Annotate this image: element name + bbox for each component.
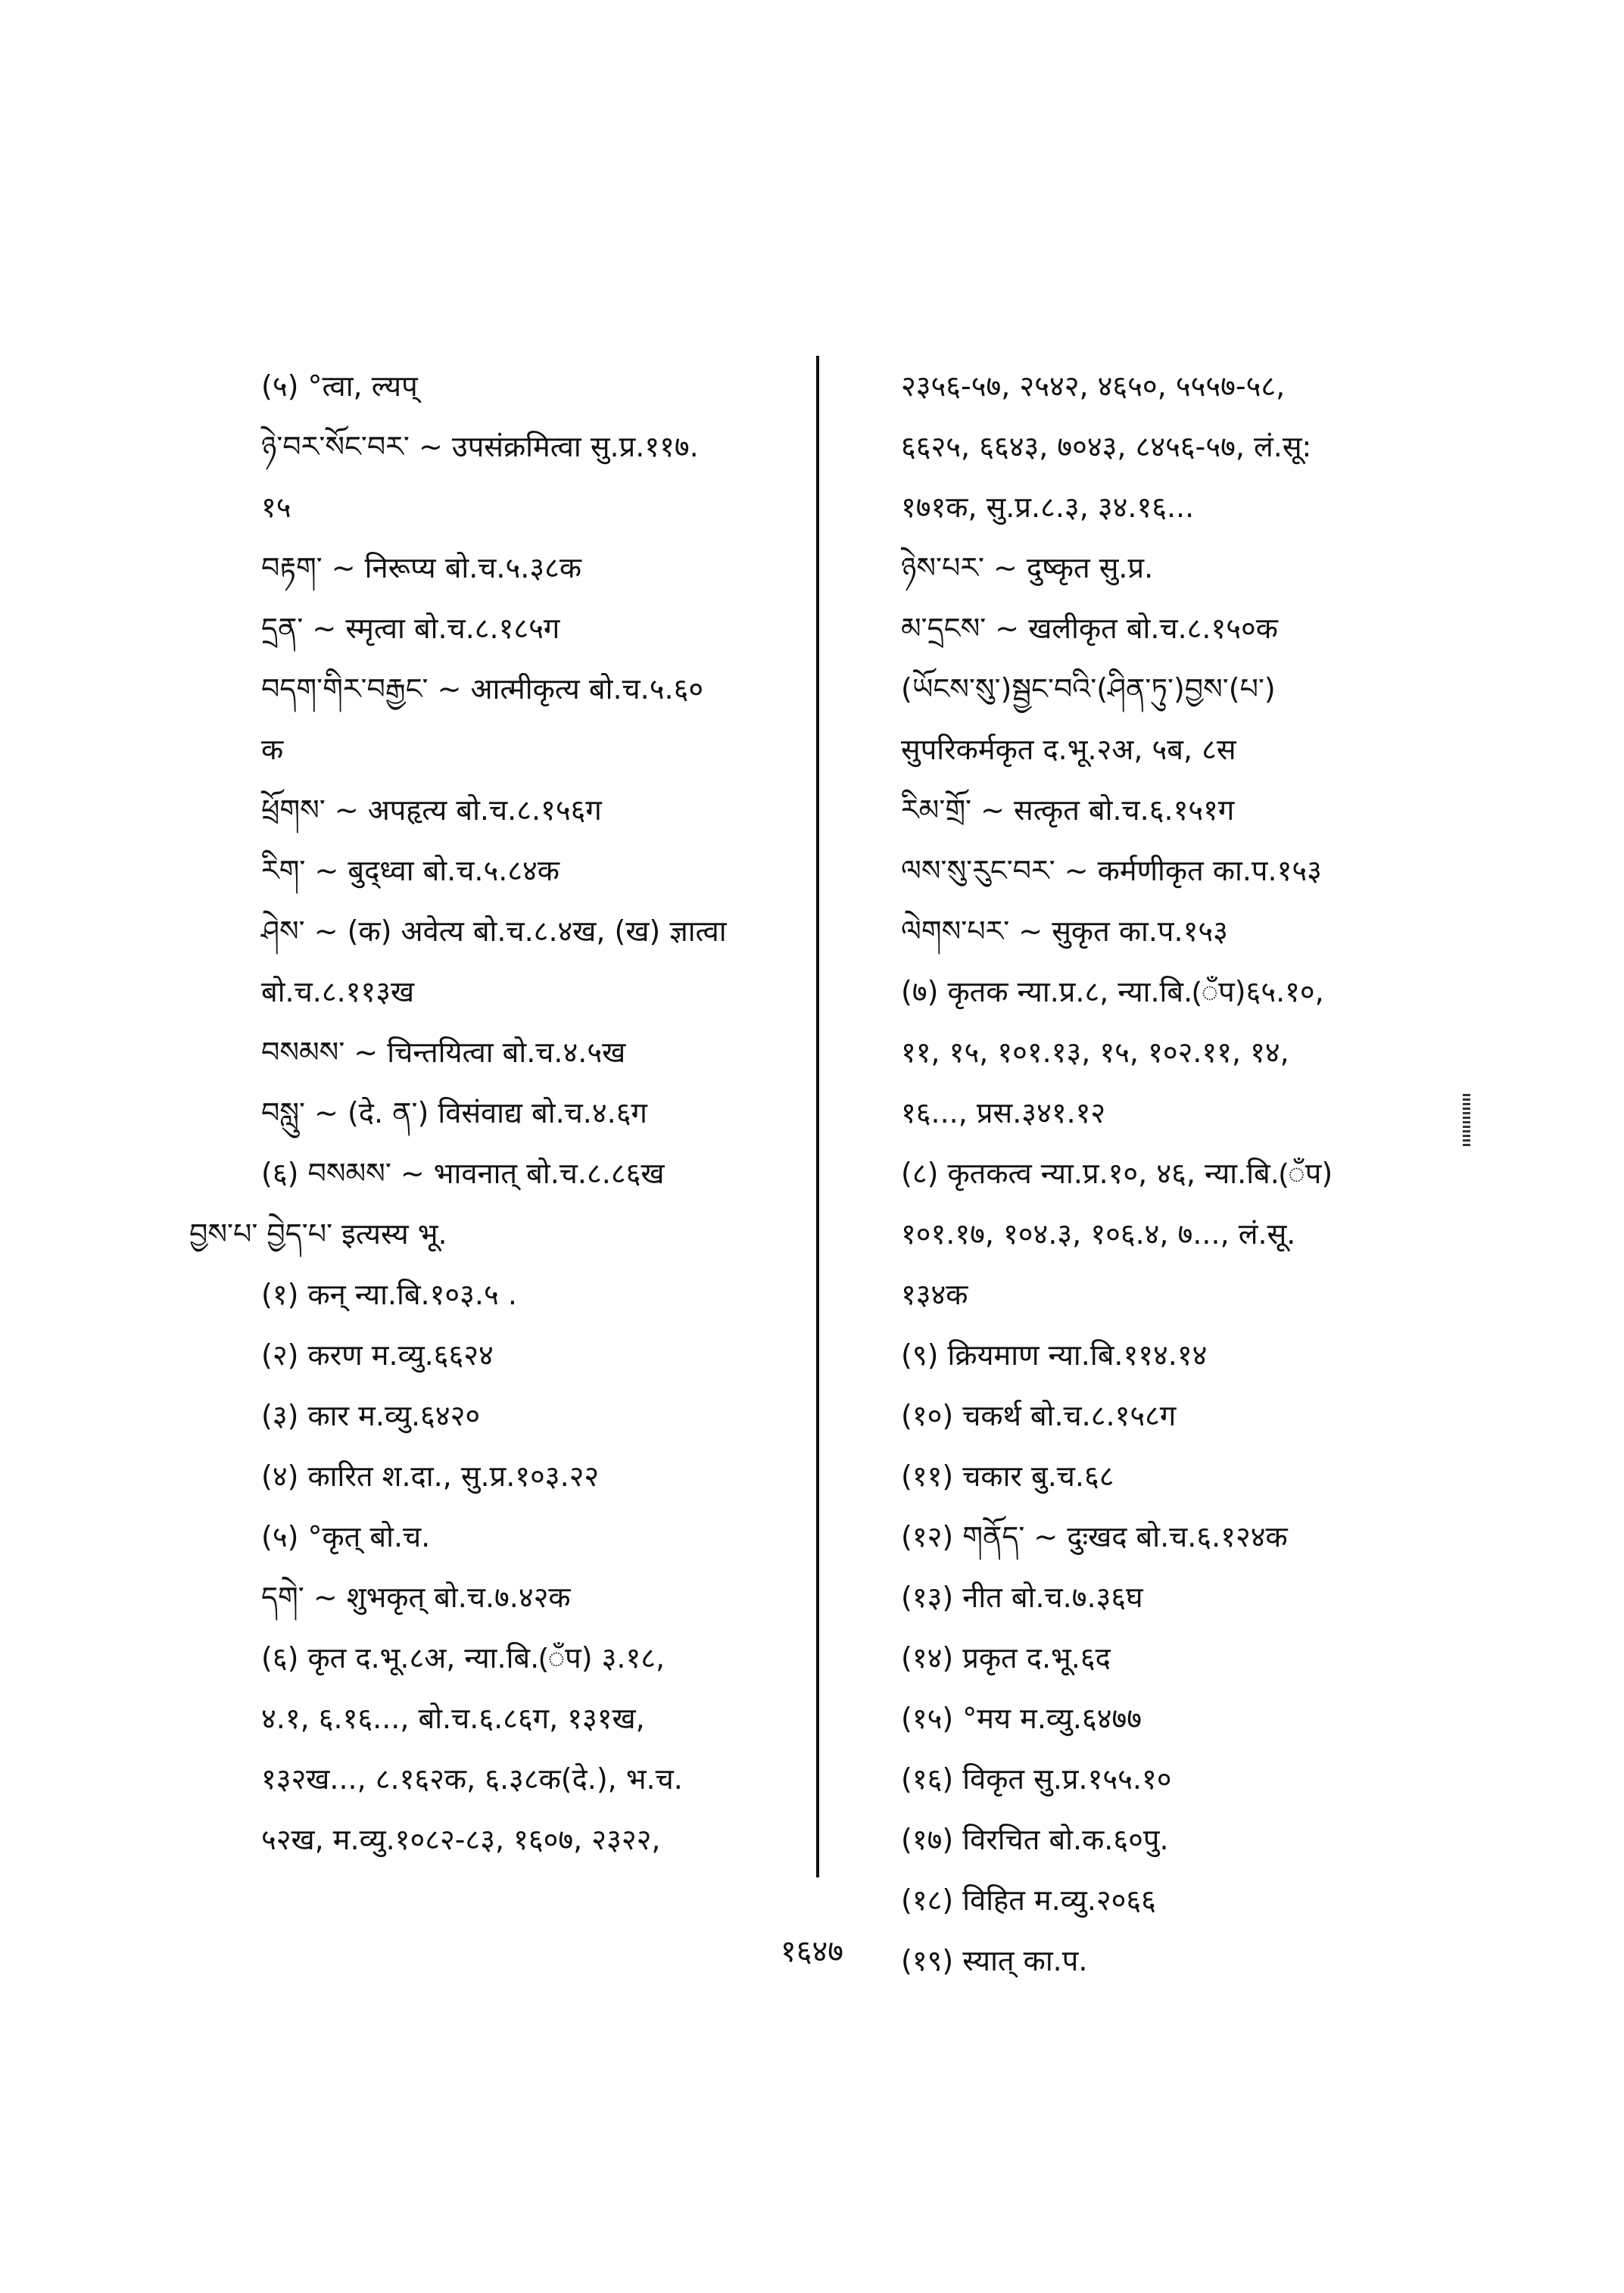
entry-line: བསམས་ ~ चिन्तयित्वा बो.च.४.५ख [261, 1036, 626, 1069]
entry-line: (१२) གནོད་ ~ दुःखद बो.च.६.१२४क [901, 1520, 1288, 1553]
scan-margin-mark [1463, 1094, 1470, 1147]
entry-line: क [261, 733, 284, 766]
entry-line: ཕྲོགས་ ~ अपहृत्य बो.च.८.१५६ग [261, 793, 602, 827]
page-number: १६४७ [780, 1934, 844, 1969]
entry-line: (४) कारित श.दा., सु.प्र.१०३.२२ [261, 1460, 600, 1493]
entry-line: (६) བསམས་ ~ भावनात् बो.च.८.८६ख [261, 1157, 665, 1190]
entry-line: ལེགས་པར་ ~ सुकृत का.प.१५३ [901, 914, 1228, 948]
entry-line: १७१क, सु.प्र.८.३, ३४.१६... [901, 491, 1195, 524]
entry-line: ६६२५, ६६४३, ७०४३, ८४५६-५७, लं.सू: [901, 430, 1312, 463]
entry-line: དགེ་ ~ शुभकृत् बो.च.७.४२क [261, 1581, 571, 1614]
entry-line: १०१.१७, १०४.३, १०६.४, ७..., लं.सू. [901, 1217, 1296, 1251]
entry-line: (८) कृतकत्व न्या.प्र.१०, ४६, न्या.बि.(ँप) [901, 1157, 1333, 1190]
headword-line: བྱས་པ་ བྱེད་པ་ इत्यस्य भू. [189, 1217, 447, 1251]
entry-line: (९) क्रियमाण न्या.बि.११४.१४ [901, 1338, 1208, 1372]
entry-line: १३२ख..., ८.१६२क, ६.३८क(दे.), भ.च. [261, 1762, 683, 1796]
entry-line: (१८) विहित म.व्यु.२०६६ [901, 1883, 1156, 1917]
entry-line: (१५) °मय म.व्यु.६४७७ [901, 1702, 1142, 1735]
entry-line: མ་དྲངས་ ~ खलीकृत बो.च.८.१५०क [901, 612, 1278, 645]
entry-line: (ཡོངས་སུ་)སྦྱང་བའི་(ཤིན་ཏུ་)བྱས་(པ་) [901, 672, 1276, 706]
entry-line: བདག་གིར་བརྒྱང་ ~ आत्मीकृत्य बो.च.५.६० [261, 672, 704, 706]
entry-line: ཤེས་ ~ (क) अवेत्य बो.च.८.४ख, (ख) ज्ञात्वा [261, 914, 727, 948]
entry-line: (३) कार म.व्यु.६४२० [261, 1399, 481, 1432]
entry-line: १३४क [901, 1278, 968, 1311]
entry-line: (५) °कृत् बो.च. [261, 1520, 431, 1553]
entry-line: ११, १५, १०१.१३, १५, १०२.११, १४, [901, 1036, 1289, 1069]
entry-line: (५) °त्वा, ल्यप् [261, 369, 418, 403]
entry-line: (१४) प्रकृत द.भू.६द [901, 1641, 1111, 1675]
entry-line: ५२ख, म.व्यु.१०८२-८३, १६०७, २३२२, [261, 1823, 661, 1856]
entry-line: (६) कृत द.भू.८अ, न्या.बि.(ँप) ३.१८, [261, 1641, 665, 1675]
entry-line: १६..., प्रस.३४१.१२ [901, 1096, 1106, 1129]
right-column [901, 356, 1476, 1991]
entry-line: (२) करण म.व्यु.६६२४ [261, 1338, 494, 1372]
entry-line: (१९) स्यात् का.प. [901, 1944, 1088, 1977]
entry-line: (१३) नीत बो.च.७.३६घ [901, 1581, 1143, 1614]
entry-line: ལས་སུ་རུང་བར་ ~ कर्मणीकृत का.प.१५३ [901, 854, 1322, 887]
entry-line: ཉེས་པར་ ~ दुष्कृत सु.प्र. [901, 551, 1154, 584]
entry-line: (७) कृतक न्या.प्र.८, न्या.बि.(ँप)६५.१०, [901, 975, 1324, 1008]
entry-line: དྲན་ ~ स्मृत्वा बो.च.८.१८५ग [261, 612, 560, 645]
entry-line: ཉེ་བར་སོང་བར་ ~ उपसंक्रमित्वा सु.प्र.११७. [261, 430, 699, 463]
entry-line: བརྟག་ ~ निरूप्य बो.च.५.३८क [261, 551, 582, 584]
left-column [189, 356, 810, 1870]
entry-line: (११) चकार बु.च.६८ [901, 1460, 1114, 1493]
entry-line: (१६) विकृत सु.प्र.१५५.१० [901, 1762, 1172, 1796]
entry-line: (१) कन् न्या.बि.१०३.५ . [261, 1278, 517, 1311]
entry-line: བསླུ་ ~ (दे. ན་) विसंवाद्य बो.च.४.६ग [261, 1096, 647, 1129]
entry-line: རིག་ ~ बुद्ध्वा बो.च.५.८४क [261, 854, 560, 887]
entry-line: (१०) चकर्थ बो.च.८.१५८ग [901, 1399, 1177, 1432]
entry-line: २३५६-५७, २५४२, ४६५०, ५५५७-५८, [901, 369, 1286, 403]
entry-line: सुपरिकर्मकृत द.भू.२अ, ५ब, ८स [901, 733, 1236, 766]
column-divider [816, 356, 819, 1877]
entry-line: རིམ་གྲོ་ ~ सत्कृत बो.च.६.१५१ग [901, 793, 1235, 827]
entry-line: ४.१, ६.१६..., बो.च.६.८६ग, १३१ख, [261, 1702, 645, 1735]
entry-line: १५ [261, 491, 291, 524]
entry-line: बो.च.८.११३ख [261, 975, 415, 1008]
entry-line: (१७) विरचित बो.क.६०पु. [901, 1823, 1169, 1856]
